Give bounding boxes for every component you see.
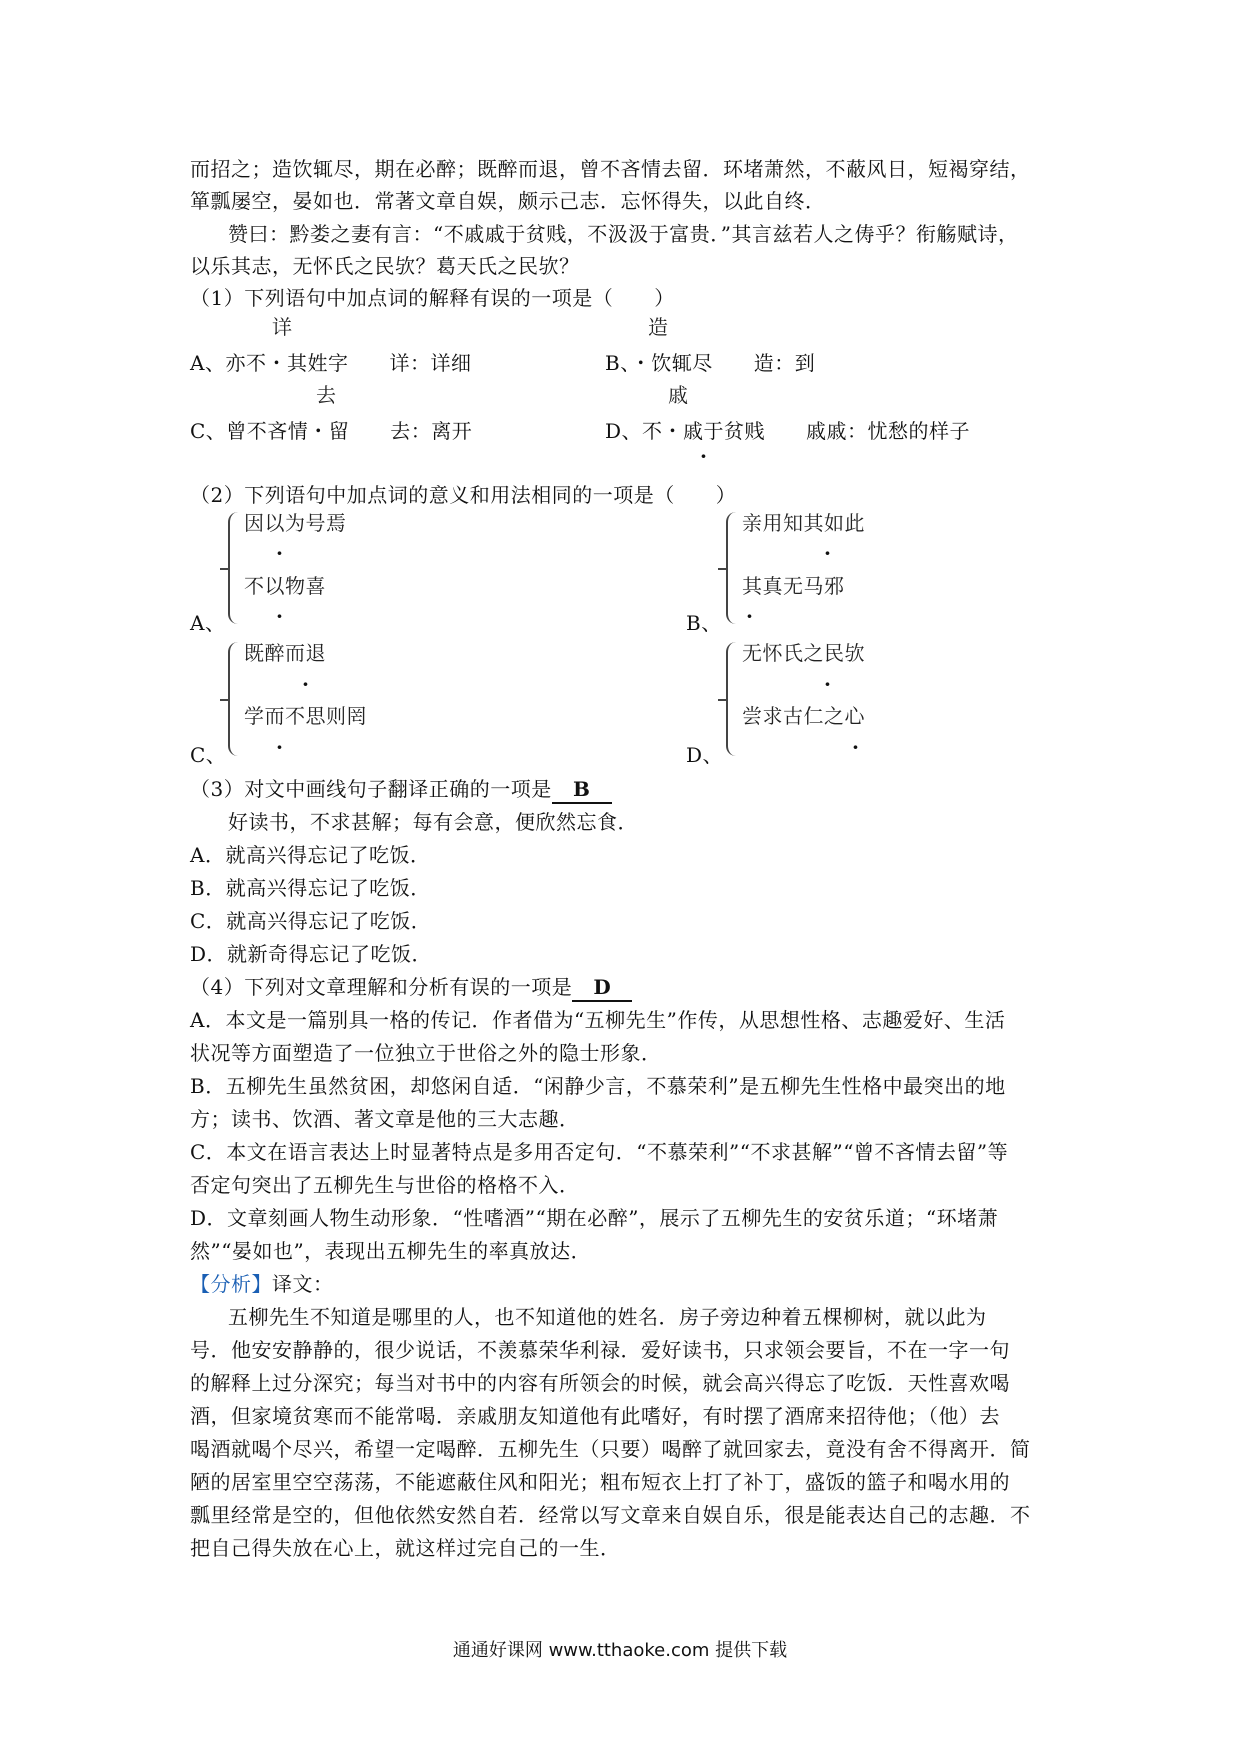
q1-option-b-word: 造 (648, 315, 669, 339)
question-4-stem (190, 974, 1060, 1002)
analysis-line: 瓢里经常是空的，但他依然安然自若．经常以写文章来自娱自乐，很是能表达自己的志趣．不 (190, 1503, 1031, 1527)
analysis-line: 酒，但家境贫寒而不能常喝．亲戚朋友知道他有此嗜好，有时摆了酒席来招待他；（他）去 (190, 1404, 1000, 1428)
emphasis-dot: · (700, 444, 707, 468)
q2-c-line1: 既醉而退 (244, 641, 326, 665)
q4-option-a-line: 状况等方面塑造了一位独立于世俗之外的隐士形象． (190, 1041, 662, 1065)
q3-option-c: C．就高兴得忘记了吃饭． (190, 909, 432, 933)
q4-option-b-line: 方；读书、饮酒、著文章是他的三大志趣． (190, 1107, 580, 1131)
analysis-line: 把自己得失放在心上，就这样过完自己的一生． (190, 1536, 621, 1560)
q2-a-line1: 因以为号焉 (244, 511, 347, 535)
question-3-text: （3）对文中画线句子翻译正确的一项是 (190, 777, 552, 801)
question-3-sentence: 好读书，不求甚解；每有会意，便欣然忘食． (228, 810, 638, 834)
emphasis-dot: · (302, 672, 309, 696)
analysis-line: 的解释上过分深究；每当对书中的内容有所领会的时候，就会高兴得忘了吃饭．天性喜欢喝 (190, 1371, 1010, 1395)
analysis-line: 喝酒就喝个尽兴，希望一定喝醉．五柳先生（只要）喝醉了就回家去，竟没有舍不得离开．简 (190, 1437, 1031, 1461)
q2-c-line2: 学而不思则罔 (244, 704, 367, 728)
emphasis-dot: · (824, 672, 831, 696)
question-1-stem: （1）下列语句中加点词的解释有误的一项是（ ） (190, 286, 675, 310)
analysis-line: 五柳先生不知道是哪里的人，也不知道他的姓名．房子旁边种着五棵柳树，就以此为 (228, 1305, 987, 1329)
question-4-text: （4）下列对文章理解和分析有误的一项是 (190, 975, 573, 999)
brace-icon (726, 512, 738, 624)
q1-option-d: D、不・戚于贫贱 戚戚：忧愁的样子 (605, 419, 971, 443)
question-3-answer: B (552, 776, 612, 804)
page-footer: 通通好课网 www.tthaoke.com 提供下载 (452, 1640, 788, 1661)
question-2-stem: （2）下列语句中加点词的意义和用法相同的一项是（ ） (190, 483, 737, 507)
q2-a-label: A、 (190, 611, 226, 635)
analysis-line: 陋的居室里空空荡荡，不能遮蔽住风和阳光；粗布短衣上打了补丁，盛饭的篮子和喝水用的 (190, 1470, 1010, 1494)
q4-option-c-line: 否定句突出了五柳先生与世俗的格格不入． (190, 1173, 580, 1197)
analysis-line: 号．他安安静静的，很少说话，不羡慕荣华利禄．爱好读书，只求领会要旨，不在一字一句 (190, 1338, 1010, 1362)
analysis-tag: 【分析】 (190, 1272, 272, 1296)
q1-option-a: A、亦不・其姓字 详：详细 (190, 351, 472, 375)
brace-icon (228, 512, 240, 624)
q1-option-c: C、曾不吝情・留 去：离开 (190, 419, 473, 443)
q4-option-b-line: B．五柳先生虽然贫困，却悠闲自适．“闲静少言，不慕荣利”是五柳先生性格中最突出的地 (190, 1074, 1006, 1098)
passage-line: 赞曰：黔娄之妻有言：“不戚戚于贫贱，不汲汲于富贵．”其言兹若人之俦乎？衔觞赋诗， (228, 222, 1019, 246)
q2-d-label: D、 (686, 743, 724, 767)
q1-option-c-word: 去 (316, 383, 337, 407)
brace-icon (228, 642, 240, 756)
q4-option-c-line: C．本文在语言表达上时显著特点是多用否定句．“不慕荣利”“不求甚解”“曾不吝情去留”等 (190, 1140, 1009, 1164)
q2-b-line1: 亲用知其如此 (742, 511, 865, 535)
q1-option-a-word: 详 (272, 315, 293, 339)
q4-option-a-line: A．本文是一篇别具一格的传记．作者借为“五柳先生”作传，从思想性格、志趣爱好、生活 (190, 1008, 1006, 1032)
analysis-label: 译文： (272, 1272, 334, 1296)
q4-option-d-line: 然”“晏如也”，表现出五柳先生的率真放达． (190, 1239, 592, 1263)
q2-b-label: B、 (686, 611, 722, 635)
q3-option-b: B．就高兴得忘记了吃饭． (190, 876, 431, 900)
q4-option-d-line: D．文章刻画人物生动形象．“性嗜酒”“期在必醉”，展示了五柳先生的安贫乐道；“环堵萧 (190, 1206, 999, 1230)
emphasis-dot: · (276, 541, 283, 565)
passage-line: 以乐其志，无怀氏之民欤？葛天氏之民欤？ (190, 254, 580, 278)
analysis-heading (190, 1271, 1060, 1297)
q3-option-a: A．就高兴得忘记了吃饭． (190, 843, 431, 867)
emphasis-dot: · (746, 604, 753, 628)
emphasis-dot: · (276, 735, 283, 759)
passage-line: 而招之；造饮辄尽，期在必醉；既醉而退，曾不吝情去留．环堵萧然，不蔽风日，短褐穿结， (190, 157, 1031, 181)
q2-a-line2: 不以物喜 (244, 574, 326, 598)
q2-b-line2: 其真无马邪 (742, 574, 845, 598)
q1-option-d-word: 戚 (668, 383, 689, 407)
passage-line: 箪瓢屡空，晏如也．常著文章自娱，颇示己志．忘怀得失，以此自终． (190, 189, 826, 213)
q2-d-line1: 无怀氏之民欤 (742, 641, 865, 665)
brace-icon (726, 642, 738, 756)
question-3-stem (190, 776, 1060, 804)
q2-d-line2: 尝求古仁之心 (742, 704, 865, 728)
emphasis-dot: · (852, 735, 859, 759)
q3-option-d: D．就新奇得忘记了吃饭． (190, 942, 433, 966)
q2-c-label: C、 (190, 743, 227, 767)
q1-option-b: B、・饮辄尽 造：到 (605, 351, 816, 375)
question-4-answer: D (572, 974, 632, 1002)
emphasis-dot: · (276, 604, 283, 628)
emphasis-dot: · (824, 541, 831, 565)
